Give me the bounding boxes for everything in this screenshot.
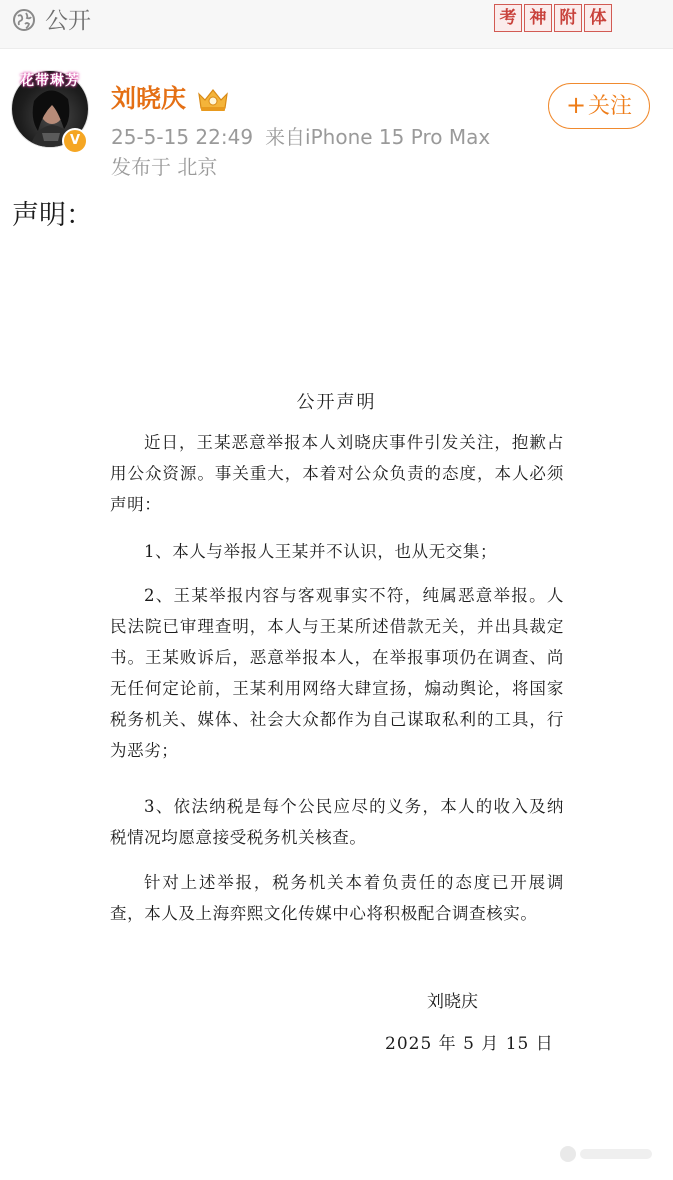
stamp-char: 体 bbox=[584, 4, 612, 32]
author-name[interactable]: 刘晓庆 bbox=[111, 84, 187, 113]
statement-paragraph: 近日，王某恶意举报本人刘晓庆事件引发关注，抱歉占用公众资源。事关重大，本着对公众负责的态度，本人必须声明： bbox=[110, 433, 564, 514]
post-source[interactable]: 来自iPhone 15 Pro Max bbox=[265, 125, 491, 149]
seal-stamp bbox=[494, 4, 612, 32]
watermark-logo-icon bbox=[560, 1146, 576, 1162]
crown-badge-icon bbox=[196, 86, 230, 112]
visibility-label: 公开 bbox=[45, 8, 91, 34]
plus-icon: + bbox=[565, 91, 587, 119]
statement-date: 2025 年 5 月 15 日 bbox=[385, 1034, 554, 1054]
stamp-char: 附 bbox=[554, 4, 582, 32]
statement-paragraph: 1、本人与举报人王某并不认识，也从无交集； bbox=[144, 542, 498, 561]
verified-badge-icon: V bbox=[62, 128, 88, 154]
statement-signature: 刘晓庆 bbox=[427, 992, 478, 1012]
stamp-char: 神 bbox=[524, 4, 552, 32]
statement-title: 公开声明 bbox=[296, 392, 377, 413]
statement-paragraph: 3、依法纳税是每个公民应尽的义务，本人的收入及纳税情况均愿意接受税务机关核查。 bbox=[110, 797, 564, 847]
follow-button[interactable] bbox=[548, 83, 650, 129]
watermark-text bbox=[580, 1149, 652, 1159]
statement-image[interactable] bbox=[0, 250, 673, 1180]
stamp-char: 考 bbox=[494, 4, 522, 32]
watermark bbox=[560, 1144, 652, 1164]
follow-label: 关注 bbox=[588, 94, 633, 119]
post-text: 声明： bbox=[12, 200, 93, 231]
post-meta bbox=[111, 124, 490, 150]
avatar-caption: 花带琳芳 bbox=[20, 73, 80, 89]
post-location: 发布于 北京 bbox=[111, 155, 218, 179]
globe-icon bbox=[12, 8, 36, 32]
statement-paragraph: 2、王某举报内容与客观事实不符，纯属恶意举报。人民法院已审理查明，本人与王某所述借款无关，并出具裁定书。王某败诉后，恶意举报本人，在举报事项仍在调查、尚无任何定论前，王某利用网络大肆宣扬，煽动舆论，将国家税务机关、媒体、社会大众都作为自己谋取私利的工具，行为恶劣； bbox=[110, 586, 564, 760]
top-bar bbox=[0, 0, 673, 49]
post-timestamp: 25-5-15 22:49 bbox=[111, 125, 254, 149]
statement-paragraph: 针对上述举报，税务机关本着负责任的态度已开展调查，本人及上海弈熙文化传媒中心将积极配合调查核实。 bbox=[110, 873, 564, 923]
